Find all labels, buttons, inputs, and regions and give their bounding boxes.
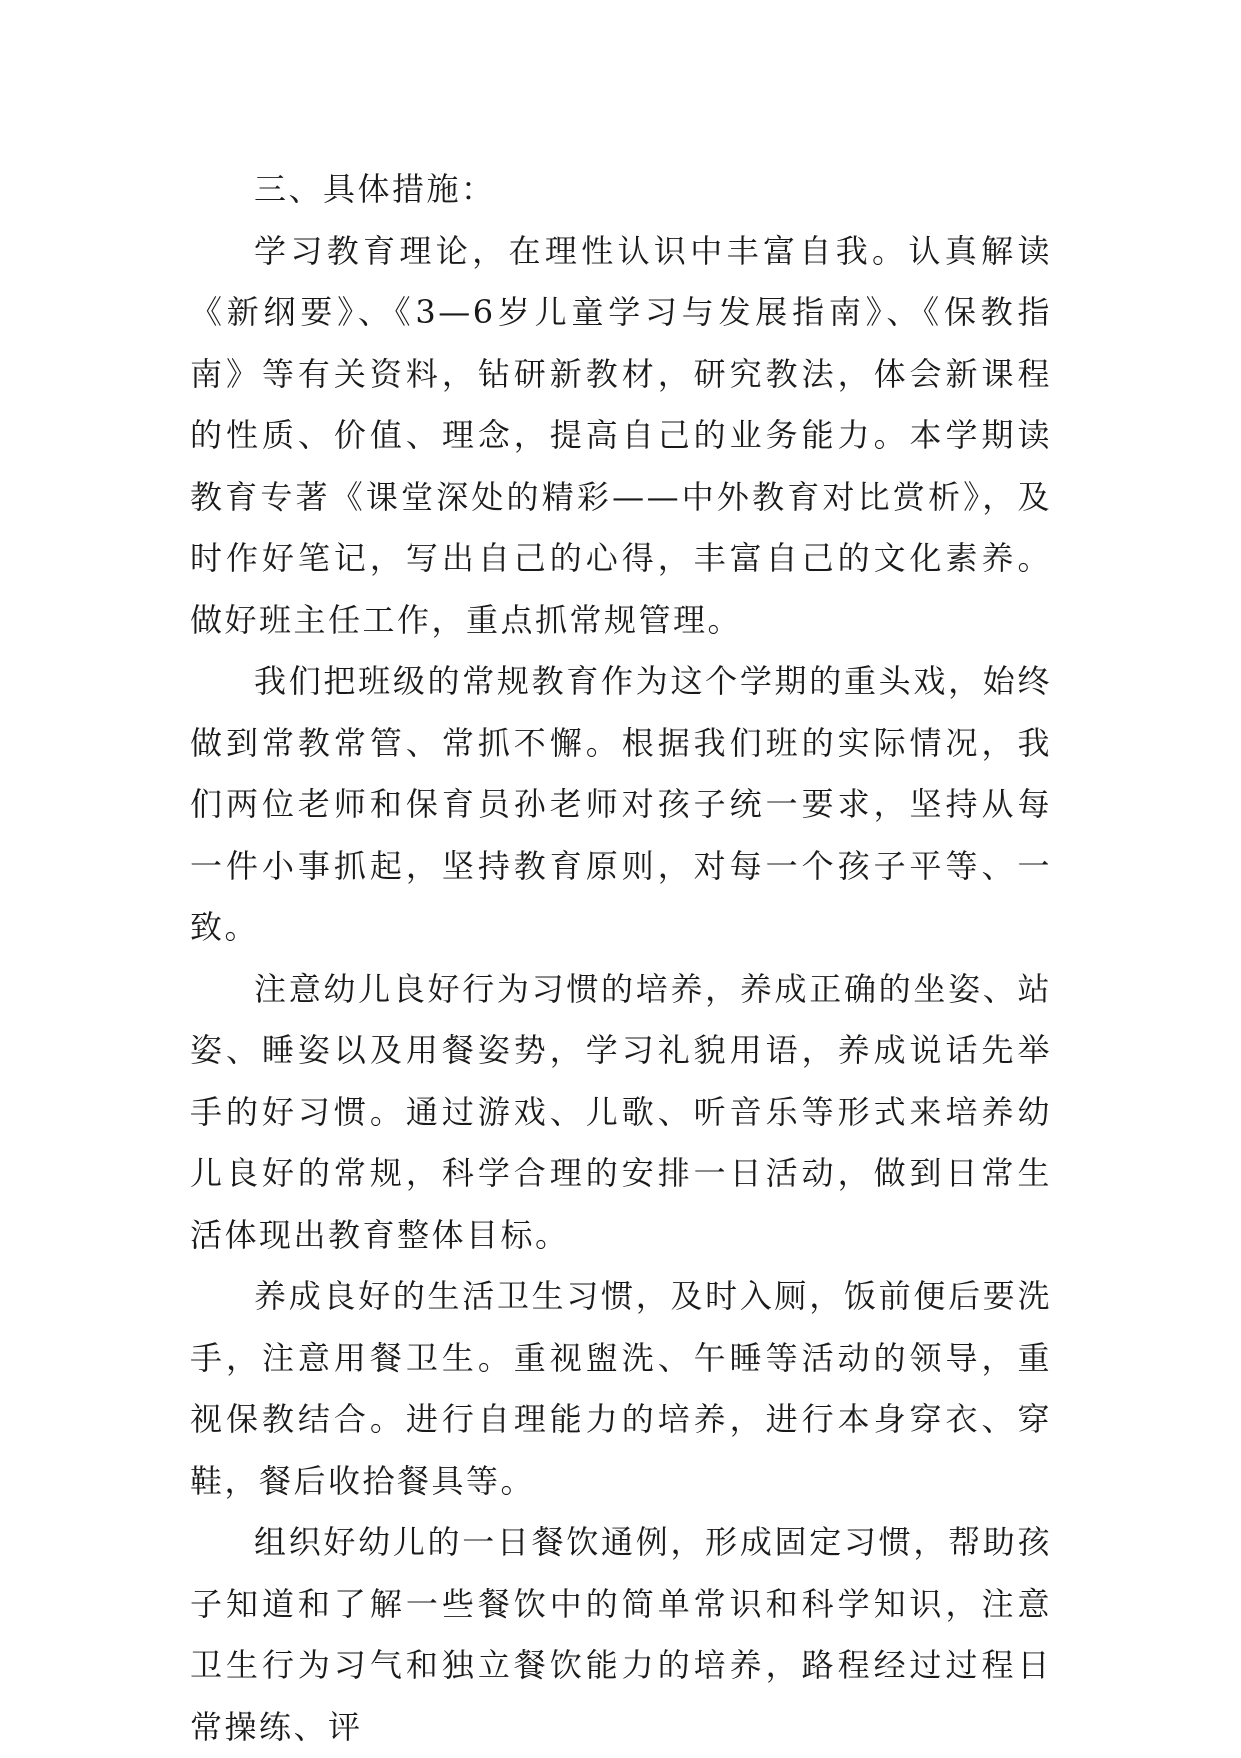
paragraph-hygiene-habits: 养成良好的生活卫生习惯，及时入厕，饭前便后要洗手，注意用餐卫生。重视盥洗、午睡等活动的领导，重视保教结合。进行自理能力的培养，进行本身穿衣、穿鞋，餐后收拾餐具等。: [190, 1277, 1052, 1500]
section-heading: 三、具体措施：: [254, 170, 496, 208]
paragraph-dining-routine: 组织好幼儿的一日餐饮通例，形成固定习惯，帮助孩子知道和了解一些餐饮中的简单常识和科学知识，注意卫生行为习气和独立餐饮能力的培养，路程经过过程日常操练、评: [190, 1523, 1052, 1746]
paragraph-theory-study: 学习教育理论，在理性认识中丰富自我。认真解读《新纲要》、《3—6岁儿童学习与发展指南》、《保教指南》等有关资料，钻研新教材，研究教法，体会新课程的性质、价值、理念，提高自己的业务能力。本学期读教育专著《课堂深处的精彩——中外教育对比赏析》，及时作好笔记，写出自己的心得，丰富自己的文化素养。做好班主任工作，重点抓常规管理。: [190, 231, 1052, 639]
document-body: [190, 159, 1052, 1758]
paragraph-behavior-habits: 注意幼儿良好行为习惯的培养，养成正确的坐姿、站姿、睡姿以及用餐姿势，学习礼貌用语，养成说话先举手的好习惯。通过游戏、儿歌、听音乐等形式来培养幼儿良好的常规，科学合理的安排一日活动，做到日常生活体现出教育整体目标。: [190, 969, 1052, 1254]
paragraph-routine-education: 我们把班级的常规教育作为这个学期的重头戏，始终做到常教常管、常抓不懈。根据我们班的实际情况，我们两位老师和保育员孙老师对孩子统一要求，坚持从每一件小事抓起，坚持教育原则，对每一个孩子平等、一致。: [190, 662, 1052, 946]
